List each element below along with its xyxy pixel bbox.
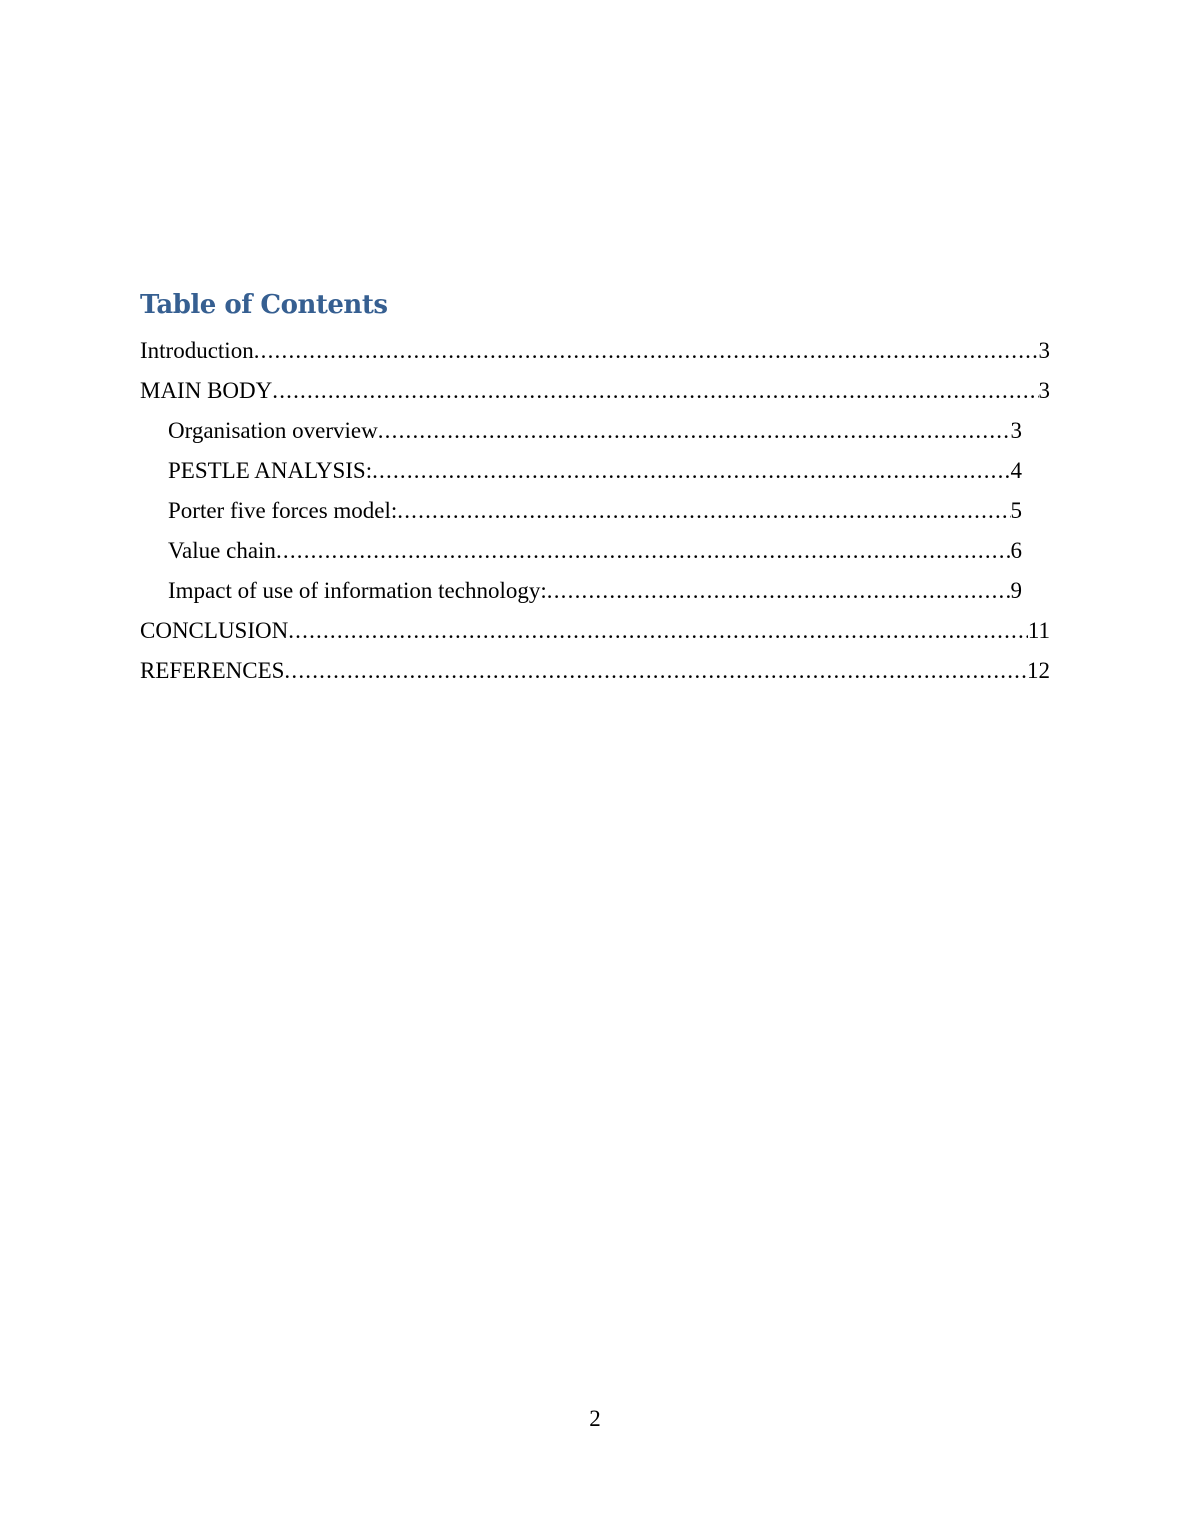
toc-entry [140, 331, 1050, 371]
footer-page-number: 2 [589, 1406, 601, 1431]
toc-entry-label: Introduction [140, 338, 254, 364]
toc-dot-leader [284, 651, 1027, 691]
toc-entry-label: Impact of use of information technology: [168, 578, 547, 604]
toc-entry-page-number: 5 [1010, 498, 1022, 524]
toc-entry-label: REFERENCES [140, 658, 285, 684]
toc-entry-label: Value chain [168, 538, 276, 564]
toc-entry-page-number: 11 [1027, 618, 1050, 644]
table-of-contents [140, 331, 1050, 691]
toc-entry-page-number: 3 [1010, 418, 1022, 444]
toc-dot-leader [276, 531, 1011, 571]
toc-entry-page-number: 3 [1038, 338, 1050, 364]
toc-entry-label: PESTLE ANALYSIS: [168, 458, 373, 484]
toc-dot-leader [254, 331, 1039, 371]
toc-dot-leader [397, 491, 1010, 531]
toc-entry-label: Porter five forces model: [168, 498, 398, 524]
toc-entry [140, 611, 1050, 651]
toc-entry-page-number: 9 [1010, 578, 1022, 604]
toc-title: Table of Contents [140, 290, 388, 320]
toc-entry [168, 491, 1022, 531]
toc-entry-label: MAIN BODY [140, 378, 273, 404]
toc-dot-leader [372, 451, 1010, 491]
toc-dot-leader [547, 571, 1011, 611]
toc-dot-leader [378, 411, 1011, 451]
toc-entry [168, 571, 1022, 611]
toc-entry [168, 531, 1022, 571]
toc-entry [168, 411, 1022, 451]
toc-entry-page-number: 3 [1038, 378, 1050, 404]
toc-entry [140, 371, 1050, 411]
toc-entry [168, 451, 1022, 491]
toc-entry [140, 651, 1050, 691]
toc-entry-label: CONCLUSION [140, 618, 289, 644]
toc-section [140, 290, 1050, 691]
toc-entry-page-number: 12 [1027, 658, 1050, 684]
toc-entry-page-number: 6 [1010, 538, 1022, 564]
toc-entry-page-number: 4 [1010, 458, 1022, 484]
toc-dot-leader [272, 371, 1038, 411]
toc-dot-leader [288, 611, 1028, 651]
toc-entry-label: Organisation overview [168, 418, 378, 444]
